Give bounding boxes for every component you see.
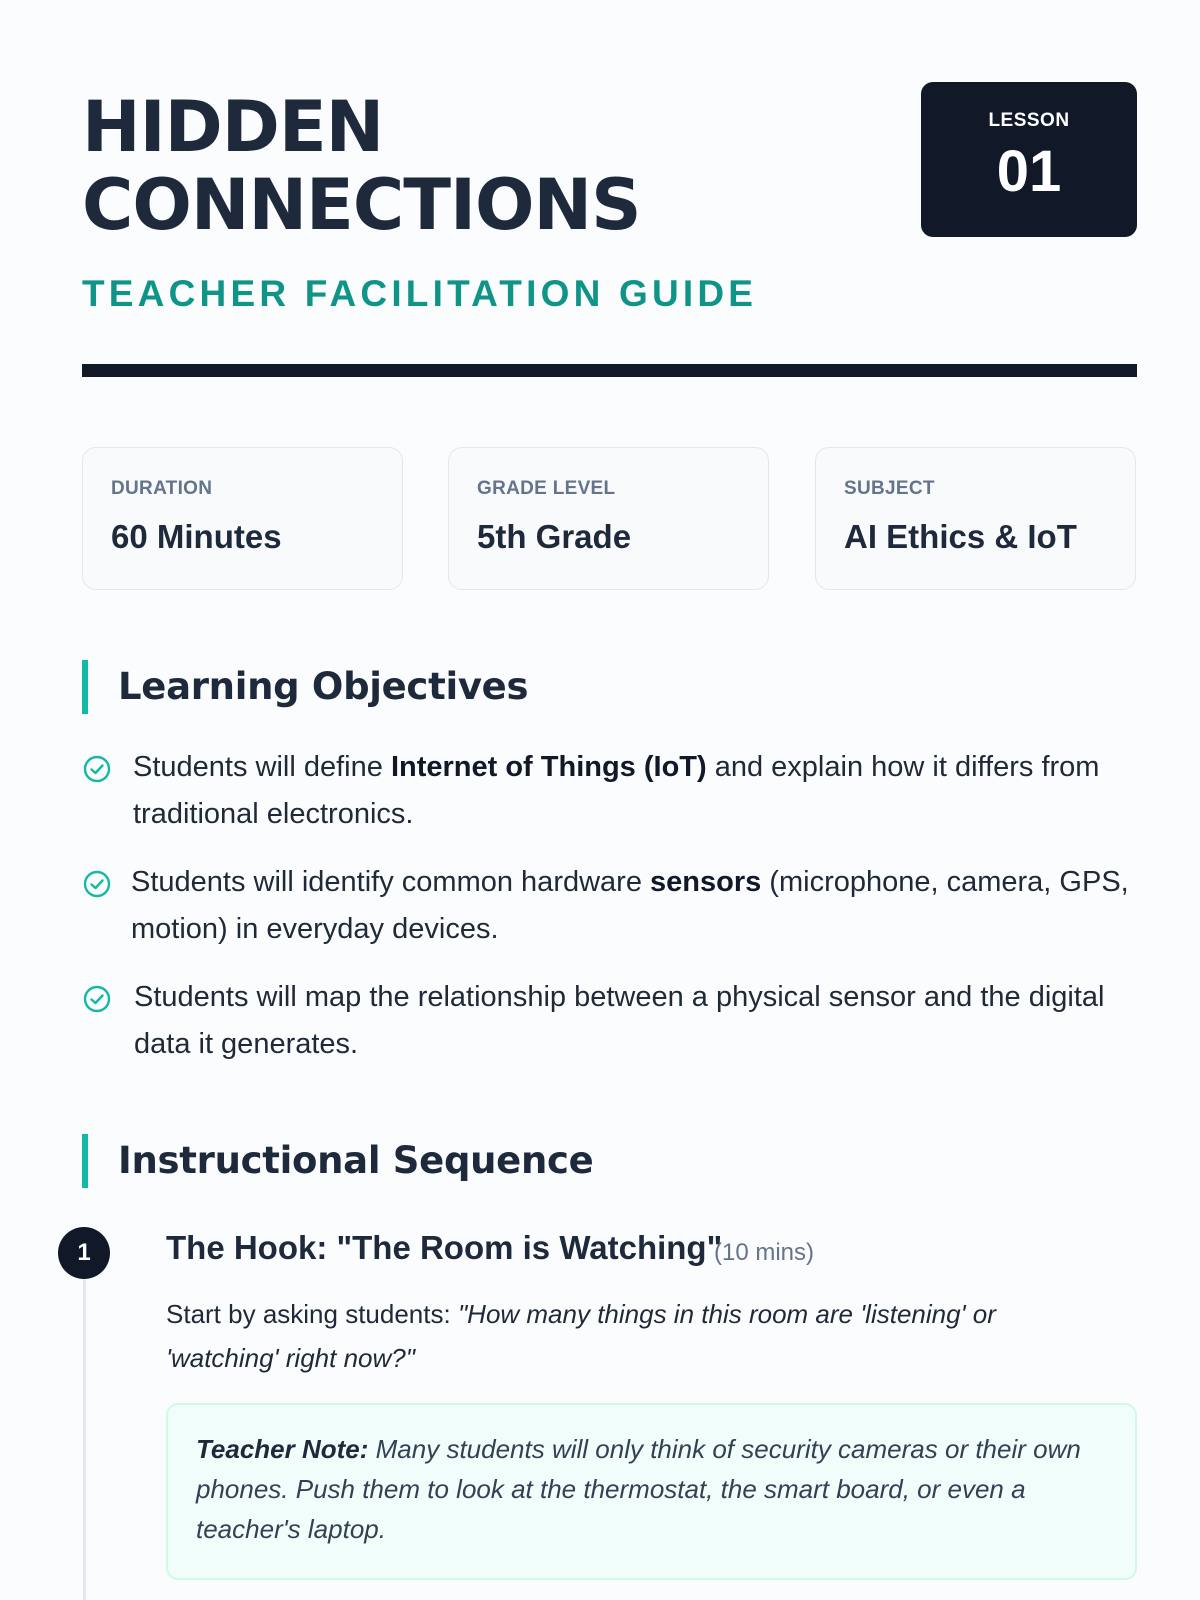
lesson-number: 01 <box>996 139 1062 204</box>
step-duration: (10 mins) <box>714 1239 815 1266</box>
check-circle-icon <box>82 869 112 899</box>
step-description: Start by asking students: "How many things in this room are 'listening' or 'watching' right now?" <box>166 1299 996 1373</box>
lesson-label: LESSON <box>988 110 1070 131</box>
meta-card-subject <box>815 447 1136 590</box>
meta-card-grade-level <box>448 447 769 590</box>
step-title: The Hook: "The Room is Watching" <box>166 1229 723 1266</box>
lesson-badge <box>921 82 1137 237</box>
learning-objectives-heading <box>82 660 782 714</box>
objective-text: Students will map the relationship between a physical sensor and the digital data it generates. <box>134 981 1105 1060</box>
objective-key-term: sensors <box>650 866 762 898</box>
timeline-line <box>83 1253 86 1600</box>
meta-label: GRADE LEVEL <box>477 478 616 499</box>
section-heading-text: Instructional Sequence <box>118 1139 594 1182</box>
step-number-badge: 1 <box>58 1227 110 1279</box>
meta-value: 5th Grade <box>477 518 632 555</box>
teacher-note <box>166 1403 1137 1580</box>
check-circle-icon <box>82 754 112 784</box>
teacher-note-label: Teacher Note: <box>196 1434 369 1464</box>
meta-label: SUBJECT <box>844 478 935 499</box>
instructional-sequence-heading <box>82 1134 782 1188</box>
teacher-note-text: Teacher Note: Many students will only think of security cameras or their own phones. Push them to look at the thermostat, the smart board, or even a teacher's laptop. <box>196 1434 1081 1544</box>
step-quote: "How many things in this room are 'listening' or 'watching' right now?" <box>166 1299 996 1373</box>
objective-key-term: Internet of Things (IoT) <box>390 751 707 783</box>
meta-label: DURATION <box>111 478 213 499</box>
title-line-1: HIDDEN <box>82 86 384 168</box>
objective-text: Students will identify common hardware sensors (microphone, camera, GPS, motion) in everyday devices. <box>131 866 1129 945</box>
header <box>82 80 1137 380</box>
meta-card-duration <box>82 447 403 590</box>
title-line-2: CONNECTIONS <box>82 164 641 246</box>
section-heading-text: Learning Objectives <box>118 665 529 708</box>
check-circle-icon <box>82 984 112 1014</box>
page-subtitle: TEACHER FACILITATION GUIDE <box>82 273 758 314</box>
page-title <box>82 88 641 244</box>
lesson-guide-page <box>77 0 1137 1600</box>
meta-value: AI Ethics & IoT <box>844 518 1077 555</box>
meta-value: 60 Minutes <box>111 518 282 555</box>
meta-cards <box>82 447 1137 592</box>
objective-text: Students will define Internet of Things (IoT) and explain how it differs from traditional electronics. <box>133 751 1100 830</box>
header-divider <box>82 364 1137 377</box>
